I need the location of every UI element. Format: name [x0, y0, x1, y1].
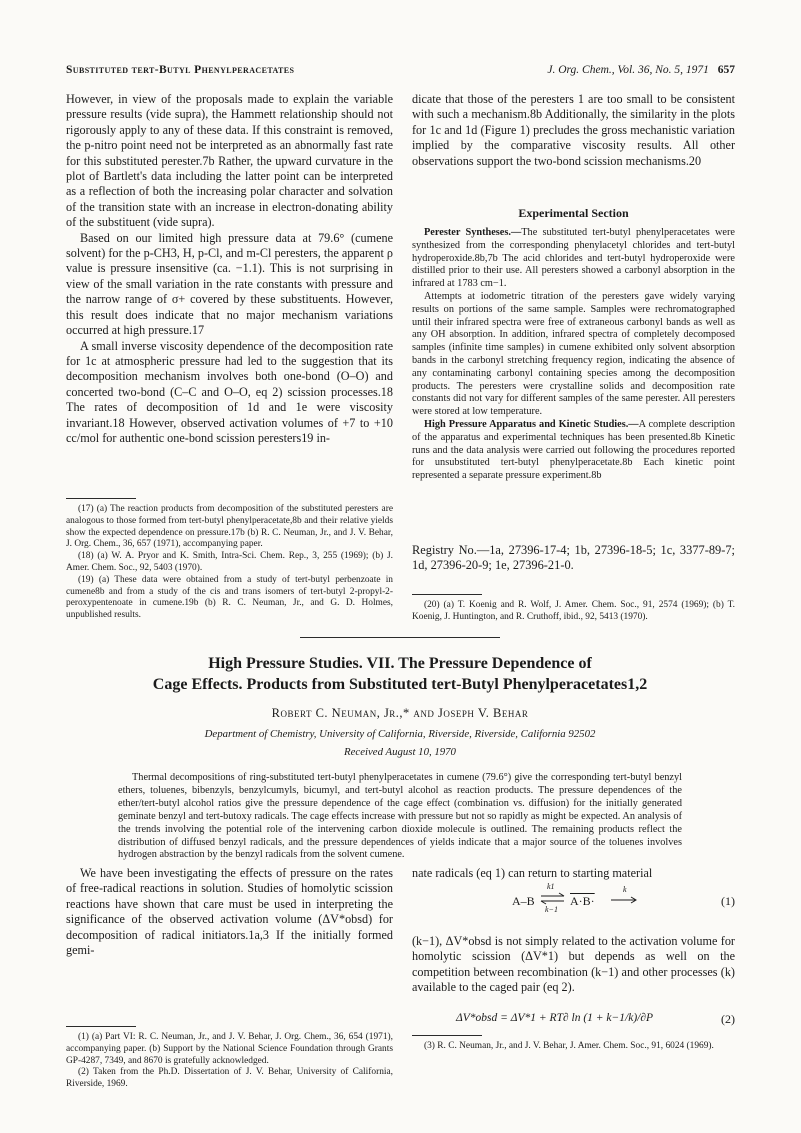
- top-left-column: [66, 92, 393, 446]
- footnote-17: (17) (a) The reaction products from decomposition of the substituted peresters are analogous to those formed from tert-butyl phenylperacetate,8b and their relative yields show the expected dependence on pressure.17b (b) R. C. Neuman, Jr., and J. V. Behar, J. Org. Chem., 36, 657 (1971), accompanying paper.: [66, 504, 393, 550]
- page-number: 657: [717, 64, 735, 76]
- top-right-footnotes: [412, 600, 735, 624]
- eq1-caged-pair: A·B·: [570, 894, 595, 908]
- paragraph: Based on our limited high pressure data at 79.6° (cumene solvent) for the p-CH3, H, p-Cl, and m-Cl peresters, the apparent ρ value is pressure insensitive (ca. −1.1). This is not surprising in view of the small variation in the rate constants with pressure and the narrow range of σ+ covered by these substituents. However, this result does indicate that no major mechanism variations occurred at high pressure.17: [66, 230, 393, 338]
- paragraph: A small inverse viscosity dependence of the decomposition rate for 1c at atmospheric pressure had led to the suggestion that its decomposition mechanism involves both one-bond (O–O) and concerted two-bond (C–C and O–O, eq 2) scission processes.18 The rates of decomposition of 1d and 1e were viscosity invariant.18 However, observed activation volumes of +7 to +10 cc/mol for authentic one-bond scission peresters19 in-: [66, 338, 393, 445]
- footnote-19: (19) (a) These data were obtained from a study of tert-butyl perbenzoate in cumene8b and from a study of the cis and trans isomers of tert-butyl 2-propyl-2-peroxypentenoate in cumene.19b (b) R. C. Neuman, Jr., and G. D. Holmes, unpublished results.: [66, 574, 393, 621]
- abstract-text: Thermal decompositions of ring-substituted tert-butyl phenylperacetates in cumene (79.6°) give the corresponding tert-butyl benzyl ethers, toluenes, bibenzyls, benzylcumyls, bicumyl, and tert-butyl alcohol as reaction products. The pressure dependences of the ether/tert-butyl alcohol ratios give the pressure dependence of the cage effect (combination vs. diffusion) for the initially generated geminate benzyl and tert-butoxy radicals. The cage effects increase with pressure but not so rapidly as might be expected. An analysis of the trends involving the potential role of the intervening carbon dioxide molecule is outlined. The remaining products reflect the distribution of diffused benzyl radicals, and the pressure dependences of yields indicate that a major source of the toluenes involves hydrogen abstraction by the benzyl radicals from the solvent cumene.: [118, 772, 682, 861]
- equation-1: [412, 884, 735, 914]
- eq1-k-1-label: k−1: [545, 905, 558, 914]
- title-line-1: High Pressure Studies. VII. The Pressure Dependence of: [208, 655, 592, 672]
- registry-numbers: [412, 543, 735, 574]
- experimental-paragraph: [412, 227, 735, 291]
- top-left-footnotes: [66, 504, 393, 622]
- experimental-section: [412, 227, 735, 483]
- eq1-number: (1): [721, 894, 735, 908]
- footnote-1: (1) (a) Part VI: R. C. Neuman, Jr., and J. V. Behar, J. Org. Chem., 36, 654 (1971), accompanying paper. (b) Support by the National Science Foundation through Grants GP-4287, 7349, and 8670 is gratefully acknowledged.: [66, 1032, 393, 1066]
- footnote-rule: [66, 498, 136, 499]
- footnote-2: (2) Taken from the Ph.D. Dissertation of J. V. Behar, University of California, Riverside, 1969.: [66, 1067, 393, 1090]
- footnote-rule: [66, 1026, 136, 1027]
- paragraph: (k−1), ΔV*obsd is not simply related to the activation volume for homolytic scission (ΔV*1) but depends as well on the competition between recombination (k−1) and other processes (k) available to the caged pair (eq 2).: [412, 934, 735, 995]
- journal-info: J. Org. Chem., Vol. 36, No. 5, 1971: [547, 64, 709, 76]
- bottom-right-column: [412, 866, 735, 881]
- eq1-k-label: k: [623, 885, 627, 894]
- authors: Robert C. Neuman, Jr.,* and Joseph V. Behar: [271, 706, 529, 720]
- footnote-20: (20) (a) T. Koenig and R. Wolf, J. Amer. Chem. Soc., 91, 2574 (1969); (b) T. Koenig, J. Huntington, and R. Cruthoff, ibid., 92, 5413 (1970).: [412, 600, 735, 622]
- eq2-number: (2): [721, 1012, 735, 1026]
- footnote-3: (3) R. C. Neuman, Jr., and J. V. Behar, J. Amer. Chem. Soc., 91, 6024 (1969).: [424, 1041, 714, 1051]
- footnote-rule: [412, 594, 482, 595]
- experimental-paragraph: Attempts at iodometric titration of the peresters gave widely varying results on portions of the same sample. Samples were rechromatographed until their infrared spectra were free of extraneous carbonyl bands as well as any OH absorption. In addition, infrared spectra of completely decomposed samples (infinite time samples) in cumene exhibited only solvent absorption bands in the carbonyl stretching frequency region, indicating the absence of any contaminating carbonyl containing species among the decomposition products. The peresters were crystalline solids and decomposition rate constants did not vary for different samples of the same perester. All peresters were stored at low temperature.: [412, 290, 735, 418]
- abstract: [118, 772, 682, 862]
- paragraph: dicate that those of the peresters 1 are too small to be consistent with such a mechanism.8b Additionally, the similarity in the plots for 1c and 1d (Figure 1) precludes the gross mechanistic variation implied by the comparative viscosity results. All other observations support the two-bond scission mechanisms.20: [412, 92, 735, 168]
- bottom-right-column-cont: [412, 934, 735, 996]
- top-right-column: [412, 92, 735, 169]
- equilibrium-arrow-icon: [540, 892, 566, 906]
- paragraph-text: A complete description of the apparatus and experimental techniques has been presented.8b Kinetic runs and the data analysis were carried out following the procedures reported for unsubstituted tert-butyl phenylperacetate.8b Each kinetic point represented a separate pressure experiment.8b: [412, 418, 735, 482]
- forward-arrow-icon: [610, 896, 638, 904]
- footnote-rule: [412, 1035, 482, 1036]
- title-line-2: Cage Effects. Products from Substituted tert-Butyl Phenylperacetates1,2: [152, 676, 648, 693]
- section-heading: Experimental Section: [518, 206, 629, 220]
- footnote-18: (18) (a) W. A. Pryor and K. Smith, Intra-Sci. Chem. Rep., 3, 255 (1969); (b) J. Amer. Chem. Soc., 92, 5403 (1970).: [66, 551, 393, 573]
- bottom-left-footnotes: [66, 1032, 393, 1091]
- run-in-heading: High Pressure Apparatus and Kinetic Studies.—: [424, 418, 639, 430]
- paragraph: We have been investigating the effects of pressure on the rates of free-radical reactions in solution. Studies of homolytic scission reactions have shown that care must be used in interpreting the significance of the observed activation volume (ΔV*obsd) for decomposition of radical initiators.1a,3 If the initially formed gemi-: [66, 866, 393, 958]
- article-title: [100, 653, 700, 695]
- paragraph-text: The substituted tert-butyl phenylperacetates were synthesized from the corresponding phenylacetyl chlorides and tert-butyl hydroperoxide.8b,7b The acid chlorides and tert-butyl hydroperoxide were distilled prior to their use. All peresters showed a carbonyl absorption in the infrared at 1783 cm−1.: [412, 227, 735, 290]
- run-in-heading: Perester Syntheses.—: [424, 227, 522, 238]
- registry-text: Registry No.—1a, 27396-17-4; 1b, 27396-18-5; 1c, 3377-89-7; 1d, 27396-20-9; 1e, 27396-21-0.: [412, 543, 735, 573]
- experimental-paragraph: [412, 419, 735, 483]
- affiliation: Department of Chemistry, University of California, Riverside, Riverside, California 92502: [204, 728, 596, 740]
- bottom-left-column: [66, 866, 393, 958]
- article-separator: [300, 637, 500, 638]
- bottom-right-footnotes: [412, 1041, 735, 1053]
- journal-citation: [547, 64, 735, 76]
- eq1-k1-label: k1: [547, 882, 555, 891]
- running-title: Substituted tert-Butyl Phenylperacetates: [66, 64, 295, 76]
- eq2-expression: ΔV*obsd = ΔV*1 + RT∂ ln (1 + k−1/k)/∂P: [456, 1012, 654, 1024]
- received-date: Received August 10, 1970: [344, 746, 456, 758]
- paragraph: However, in view of the proposals made to explain the variable pressure results (vide supra), the Hammett relationship should not rigorously apply to any of these data. If this constraint is removed, the p-nitro point need not be interpreted as an abnormally fast rate for this substituted perester.7b Rather, the upward curvature in the plot of Bartlett's data including the latter point can be interpreted as a reflection of both the increasing polar character and solvation of the transition state with an increase in electron-donating ability of the substituent (vide supra).: [66, 92, 393, 230]
- paragraph: nate radicals (eq 1) can return to starting material: [412, 866, 653, 880]
- eq1-reactant: A–B: [512, 894, 535, 908]
